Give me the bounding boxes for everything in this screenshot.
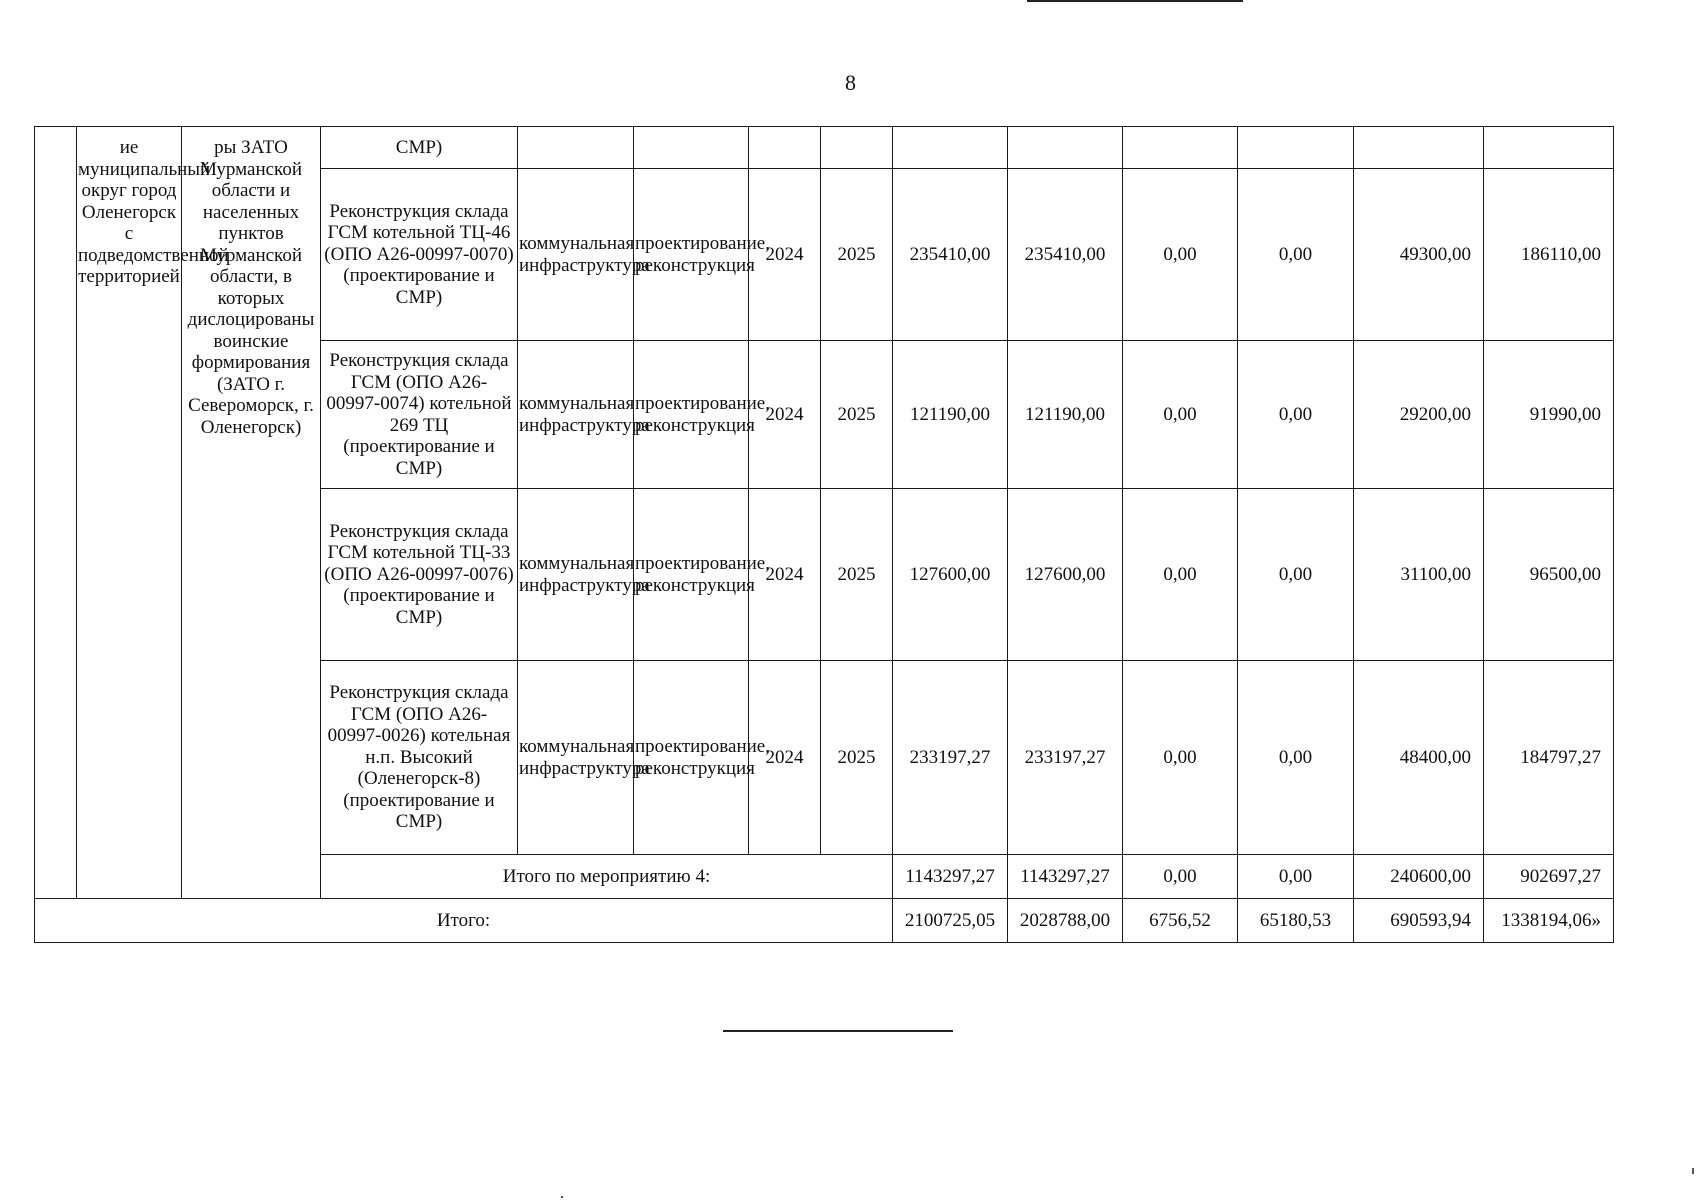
scan-speck: [1692, 1168, 1694, 1174]
grand-total-federal: 6756,52: [1123, 899, 1238, 943]
row-number-cell: [35, 127, 77, 899]
subtotal-federal: 0,00: [1123, 855, 1238, 899]
grand-total-regional: 65180,53: [1238, 899, 1354, 943]
local-cell: 48400,00: [1354, 661, 1484, 855]
sector-cell: коммунальная инфраструктура: [518, 341, 634, 489]
local-cell: 49300,00: [1354, 169, 1484, 341]
municipality-cell: ие муниципальный округ город Оленегорск с подведомственной территорией: [77, 127, 182, 899]
total-cell: 121190,00: [893, 341, 1008, 489]
start-year-cell: 2024: [749, 169, 821, 341]
federal-cell: 0,00: [1123, 489, 1238, 661]
start-year-cell: 2024: [749, 341, 821, 489]
other-cell: 96500,00: [1484, 489, 1614, 661]
subtotal-other: 902697,27: [1484, 855, 1614, 899]
other-cell: 184797,27: [1484, 661, 1614, 855]
total-cell: 235410,00: [893, 169, 1008, 341]
grand-total-total2: 2028788,00: [1008, 899, 1123, 943]
financing-table: [34, 126, 1614, 943]
subtotal-total2: 1143297,27: [1008, 855, 1123, 899]
sector-cell: коммунальная инфраструктура: [518, 489, 634, 661]
other-cell: 91990,00: [1484, 341, 1614, 489]
grand-total-other: 1338194,06»: [1484, 899, 1614, 943]
sector-cell: коммунальная инфраструктура: [518, 661, 634, 855]
end-year-cell: 2025: [821, 341, 893, 489]
subtotal-local: 240600,00: [1354, 855, 1484, 899]
sector-cell: коммунальная инфраструктура: [518, 169, 634, 341]
regional-cell: 0,00: [1238, 661, 1354, 855]
work-type-cell: проектирование, реконструкция: [634, 169, 749, 341]
table-row: [35, 127, 1614, 169]
local-cell: 31100,00: [1354, 489, 1484, 661]
grand-total-row: [35, 899, 1614, 943]
bottom-rule: [723, 1030, 953, 1032]
grand-total-local: 690593,94: [1354, 899, 1484, 943]
scan-speck: [561, 1196, 563, 1198]
page-number: 8: [845, 70, 856, 95]
total2-cell: 127600,00: [1008, 489, 1123, 661]
regional-cell: 0,00: [1238, 489, 1354, 661]
object-cell: Реконструкция склада ГСМ котельной ТЦ-46 (ОПО А26-00997-0070) (проектирование и СМР): [321, 169, 518, 341]
total2-cell: 235410,00: [1008, 169, 1123, 341]
total-cell: 233197,27: [893, 661, 1008, 855]
federal-cell: 0,00: [1123, 169, 1238, 341]
total-cell: 127600,00: [893, 489, 1008, 661]
grand-total-label: Итого:: [35, 899, 893, 943]
work-type-cell: проектирование, реконструкция: [634, 489, 749, 661]
object-cell: СМР): [321, 127, 518, 169]
object-cell: Реконструкция склада ГСМ котельной ТЦ-33 (ОПО А26-00997-0076) (проектирование и СМР): [321, 489, 518, 661]
federal-cell: 0,00: [1123, 661, 1238, 855]
total2-cell: 233197,27: [1008, 661, 1123, 855]
subtotal-total: 1143297,27: [893, 855, 1008, 899]
local-cell: 29200,00: [1354, 341, 1484, 489]
object-cell: Реконструкция склада ГСМ (ОПО А26-00997-0074) котельной 269 ТЦ (проектирование и СМР): [321, 341, 518, 489]
other-cell: 186110,00: [1484, 169, 1614, 341]
end-year-cell: 2025: [821, 661, 893, 855]
end-year-cell: 2025: [821, 489, 893, 661]
start-year-cell: 2024: [749, 489, 821, 661]
work-type-cell: проектирование, реконструкция: [634, 341, 749, 489]
start-year-cell: 2024: [749, 661, 821, 855]
top-rule: [1027, 0, 1243, 2]
total2-cell: 121190,00: [1008, 341, 1123, 489]
federal-cell: 0,00: [1123, 341, 1238, 489]
object-cell: Реконструкция склада ГСМ (ОПО А26-00997-0026) котельная н.п. Высокий (Оленегорск-8) (проектирование и СМР): [321, 661, 518, 855]
regional-cell: 0,00: [1238, 169, 1354, 341]
work-type-cell: проектирование, реконструкция: [634, 661, 749, 855]
territory-cell: ры ЗАТО Мурманской области и населенных пунктов Мурманской области, в которых дислоцированы воинские формирования (ЗАТО г. Североморск, г. Оленегорск): [182, 127, 321, 899]
grand-total-total: 2100725,05: [893, 899, 1008, 943]
end-year-cell: 2025: [821, 169, 893, 341]
subtotal-regional: 0,00: [1238, 855, 1354, 899]
subtotal-label: Итого по мероприятию 4:: [321, 855, 893, 899]
regional-cell: 0,00: [1238, 341, 1354, 489]
